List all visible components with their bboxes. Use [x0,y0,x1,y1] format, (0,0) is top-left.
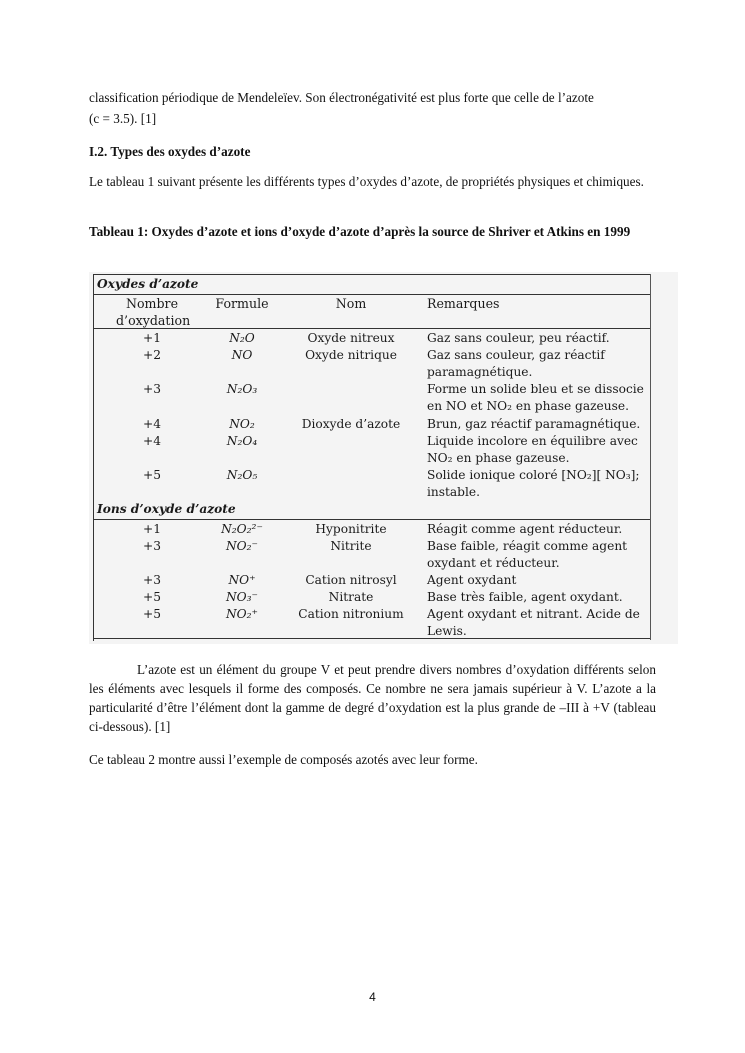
ion-row-4-remarks: Base très faible, agent oxydant. [427,590,623,604]
ion-row-3-remarks: Agent oxydant [427,573,517,587]
oxide-row-6-remarks: Solide ionique coloré [NO₂][ NO₃]; instable. [427,468,640,499]
ion-row-4-formula: NO₃⁻ [226,590,258,604]
ion-row-5-name: Cation nitronium [298,607,404,621]
ion-row-5-formula: NO₂⁺ [226,607,258,621]
header-formula: Formule [215,296,269,311]
ions-section-rule [94,519,650,520]
ion-row-1-ox: +1 [143,522,161,536]
ion-row-2-formula: NO₂⁻ [226,539,258,553]
oxide-row-1-name: Oxyde nitreux [307,331,395,345]
oxide-row-5-remarks: Liquide incolore en équilibre avec NO₂ en phase gazeuse. [427,434,638,465]
section-title-ions: Ions d’oxyde d’azote [97,502,236,516]
section-heading: I.2. Types des oxydes d’azote [89,144,251,159]
oxide-row-1-formula: N₂O [229,331,255,345]
oxide-row-4-remarks: Brun, gaz réactif paramagnétique. [427,417,641,431]
oxide-row-6-ox: +5 [143,468,161,482]
oxide-row-5-formula: N₂O₄ [226,434,258,448]
ion-row-4-name: Nitrate [328,590,374,604]
ion-row-2-name: Nitrite [330,539,372,553]
ion-row-2-remarks: Base faible, réagit comme agent oxydant et réducteur. [427,539,628,570]
oxide-row-4-name: Dioxyde d’azote [301,417,401,431]
section-title-oxides: Oxydes d’azote [97,277,199,291]
oxide-row-1-remarks: Gaz sans couleur, peu réactif. [427,331,610,345]
oxide-row-3-formula: N₂O₃ [226,382,258,396]
oxide-row-5-ox: +4 [143,434,161,448]
header-ox-line1: Nombre [125,296,179,311]
section-text: Le tableau 1 suivant présente les différents types d’oxydes d’azote, de propriétés physiques et chimiques. [89,174,644,189]
oxide-row-2-name: Oxyde nitrique [305,348,397,362]
oxide-row-4-formula: NO₂ [229,417,255,431]
oxide-row-3-remarks: Forme un solide bleu et se dissocie en NO et NO₂ en phase gazeuse. [427,382,644,413]
oxide-row-4-ox: +4 [143,417,161,431]
ion-row-1-remarks: Réagit comme agent réducteur. [427,522,623,536]
ion-row-3-name: Cation nitrosyl [305,573,397,587]
ion-row-2-ox: +3 [143,539,161,553]
header-name: Nom [335,296,367,311]
header-remarks: Remarques [427,296,500,311]
ion-row-1-formula: N₂O₂²⁻ [221,522,263,536]
ion-row-5-remarks: Agent oxydant et nitrant. Acide de Lewis. [427,607,640,638]
oxide-row-3-ox: +3 [143,382,161,396]
oxide-row-2-remarks: Gaz sans couleur, gaz réactif paramagnétique. [427,348,605,379]
oxide-row-2-formula: NO [231,348,253,362]
oxide-row-1-ox: +1 [143,331,161,345]
intro-line-2: (c = 3.5). [1] [89,111,157,126]
intro-line-1: classification périodique de Mendeleïev. Son électronégativité est plus forte que celle de l’azote [89,90,594,105]
oxide-row-6-formula: N₂O₅ [226,468,258,482]
body-paragraph: L’azote est un élément du groupe V et peut prendre divers nombres d’oxydation différents selon les éléments avec lesquels il forme des composés. Ce nombre ne sera jamais supérieur à V. L’azote a la particularité d’être l’élément dont la gamme de degré d’oxydation est la plus grande de –III à +V (tableau ci-dessous). [1] [89,662,656,734]
header-ox-line2: d’oxydation [116,313,191,328]
ion-row-3-formula: NO⁺ [228,573,256,587]
table-caption: Tableau 1: Oxydes d’azote et ions d’oxyde d’azote d’après la source de Shriver et Atkins en 1999 [89,224,631,239]
oxides-table [93,274,650,641]
oxides-table-figure [89,272,678,644]
ion-row-1-name: Hyponitrite [315,522,387,536]
ion-row-5-ox: +5 [143,607,161,621]
ion-row-3-ox: +3 [143,573,161,587]
ion-row-4-ox: +5 [143,590,161,604]
oxide-row-2-ox: +2 [143,348,161,362]
page-number: 4 [369,990,376,1004]
closing-paragraph: Ce tableau 2 montre aussi l’exemple de composés azotés avec leur forme. [89,752,478,767]
table-top-rule [94,274,650,275]
